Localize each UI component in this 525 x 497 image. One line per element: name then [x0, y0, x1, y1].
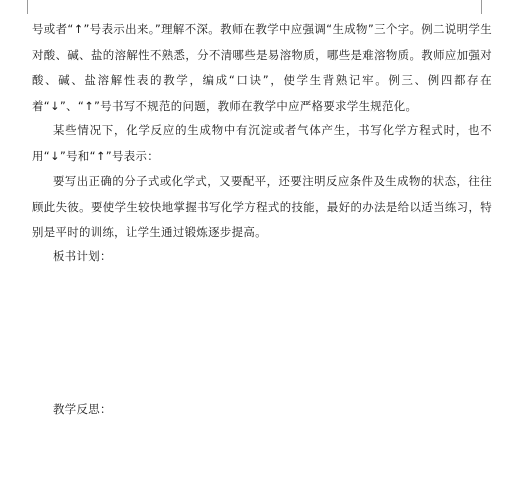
page-margin-mark-left	[27, 0, 28, 14]
blackboard-plan-heading: 板书计划：	[53, 249, 112, 263]
teaching-reflection-heading: 教学反思：	[53, 402, 112, 416]
page-margin-mark-right	[481, 0, 482, 14]
paragraph-teaching-advice: 要写出正确的分子式或化学式，又要配平，还要注明反应条件及生成物的状态，往往顾此失彼。要使学生较快地掌握书写化学方程式的技能，最好的办法是给以适当练习，特别是平时的训练，让学生通过锻炼逐步提高。	[32, 174, 492, 239]
paragraph-precipitate-gas-note: 某些情况下，化学反应的生成物中有沉淀或者气体产生，书写化学方程式时，也不用“↓”号和“↑”号表示：	[32, 123, 492, 163]
paragraph-analysis-continued: 号或者“↑”号表示出来。”理解不深。教师在教学中应强调“生成物”三个字。例二说明学生对酸、碱、盐的溶解性不熟悉，分不清哪些是易溶物质，哪些是难溶物质。教师应加强对酸、碱、盐溶解性表的教学，编成“口诀”，使学生背熟记牢。例三、例四都存在着“↓”、“↑”号书写不规范的问题，教师在教学中应严格要求学生规范化。	[32, 22, 492, 113]
